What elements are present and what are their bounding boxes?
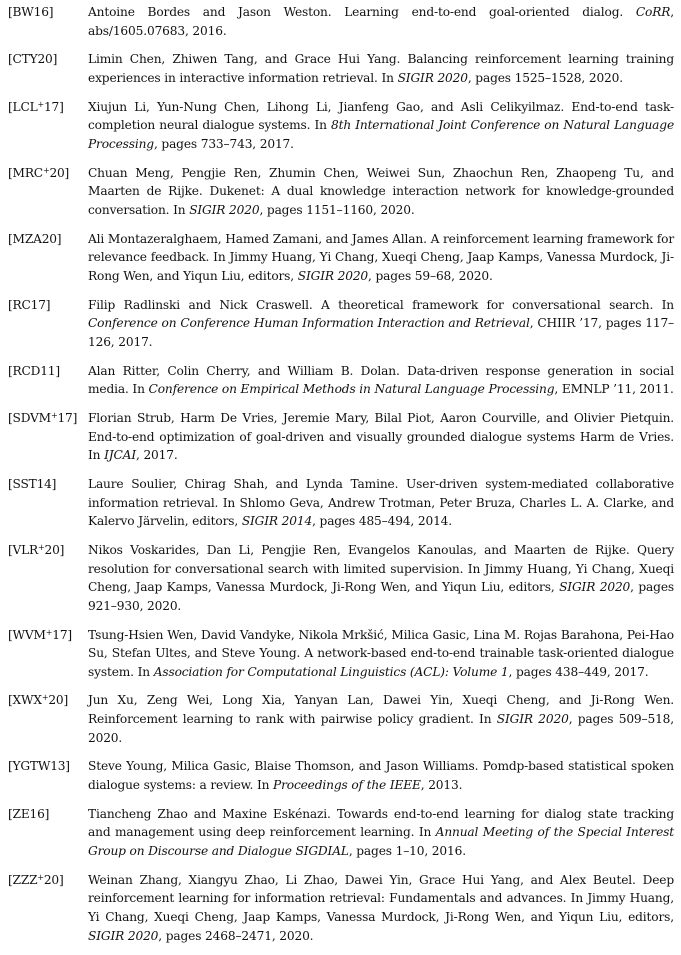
reference-key: [MZA20]	[8, 231, 62, 246]
reference-key: [YGTW13]	[8, 759, 70, 774]
reference-venue: Proceedings of the IEEE	[273, 778, 421, 793]
reference-segment: Weinan Zhang, Xiangyu Zhao, Li Zhao, Dawei Yin, Grace Hui Yang, and Alex Beutel. Deep reinforcement learning for information retrieval: Fundamentals and advances. In Jimmy Huang, Yi Chang, Xueqi Cheng, Jaap Kamps, Vanessa Murdock, Ji-Rong Wen, and Yiqun Liu, editors,	[88, 872, 674, 924]
reference-venue: SIGIR 2020	[397, 70, 468, 85]
reference-segment: , pages 438–449, 2017.	[508, 664, 649, 679]
reference-entry	[8, 691, 674, 747]
reference-segment: Alan Ritter, Colin Cherry, and William B. Dolan. Data-driven response generation in social media. In	[88, 363, 674, 397]
reference-venue: SIGIR 2020	[496, 712, 569, 727]
reference-key: [ZE16]	[8, 806, 50, 821]
reference-segment: Jun Xu, Zeng Wei, Long Xia, Yanyan Lan, Dawei Yin, Xueqi Cheng, and Ji-Rong Wen. Reinforcement learning to rank with pairwise policy gradient. In	[88, 693, 674, 727]
reference-key: [RCD11]	[8, 363, 60, 378]
reference-venue: SIGIR 2020	[559, 580, 631, 595]
reference-entry	[8, 805, 674, 861]
reference-segment: , 2013.	[420, 778, 463, 793]
reference-text	[88, 362, 674, 399]
reference-text	[88, 626, 674, 682]
reference-text	[88, 475, 674, 531]
reference-segment: , 2017.	[136, 448, 178, 463]
reference-segment: , pages 921–930, 2020.	[88, 580, 674, 613]
reference-segment: Xiujun Li, Yun-Nung Chen, Lihong Li, Jianfeng Gao, and Asli Celikyilmaz. End-to-end task-completion neural dialogue systems. In	[88, 99, 674, 133]
reference-entry	[8, 626, 674, 682]
reference-text	[88, 98, 674, 154]
reference-entry	[8, 757, 674, 794]
reference-entry	[8, 475, 674, 531]
reference-segment: Steve Young, Milica Gasic, Blaise Thomson, and Jason Williams. Pomdp-based statistical spoken dialogue systems: a review. In	[88, 759, 674, 793]
reference-list	[8, 3, 674, 955]
reference-key: [BW16]	[8, 5, 54, 19]
reference-entry	[8, 296, 674, 352]
reference-venue: 8th International Joint Conference on Natural Language Processing	[88, 118, 675, 151]
reference-segment: Chuan Meng, Pengjie Ren, Zhumin Chen, Weiwei Sun, Zhaochun Ren, Zhaopeng Tu, and Maarten de Rijke. Dukenet: A dual knowledge interaction network for knowledge-grounded conversation. In	[88, 165, 674, 217]
reference-key: [SST14]	[8, 476, 57, 491]
reference-key: [WVM+17]	[8, 627, 72, 642]
reference-segment: , pages 485–494, 2014.	[312, 514, 453, 529]
reference-segment: , pages 1–10, 2016.	[348, 844, 466, 858]
reference-entry	[8, 50, 674, 87]
reference-entry	[8, 541, 674, 615]
reference-entry	[8, 3, 674, 40]
reference-segment: , pages 59–68, 2020.	[368, 268, 493, 283]
reference-segment: Florian Strub, Harm De Vries, Jeremie Mary, Bilal Piot, Aaron Courville, and Olivier Pietquin. End-to-end optimization of goal-driven and visually grounded dialogue systems Harm de Vries. In	[88, 411, 674, 463]
reference-key: [CTY20]	[8, 52, 58, 67]
reference-segment: , abs/1605.07683, 2016.	[88, 5, 674, 38]
reference-venue: SIGIR 2014	[241, 514, 313, 529]
reference-text	[88, 230, 674, 286]
reference-venue: SIGIR 2020	[189, 202, 260, 217]
reference-venue: SIGIR 2020	[88, 928, 159, 943]
reference-venue: IJCAI	[104, 448, 136, 463]
reference-key: [LCL+17]	[8, 99, 64, 114]
reference-segment: , CHIIR ’17, pages 117–126, 2017.	[88, 316, 674, 349]
reference-entry	[8, 409, 674, 465]
reference-text	[88, 541, 674, 615]
reference-entry	[8, 362, 674, 399]
reference-key: [ZZZ+20]	[8, 872, 64, 887]
reference-segment: , pages 1151–1160, 2020.	[259, 202, 415, 217]
reference-text	[88, 50, 674, 87]
reference-segment: , pages 733–743, 2017.	[153, 136, 294, 151]
reference-segment: Limin Chen, Zhiwen Tang, and Grace Hui Yang. Balancing reinforcement learning training experiences in interactive information retrieval. In	[88, 52, 674, 85]
reference-text	[88, 409, 674, 465]
reference-text	[88, 805, 674, 861]
reference-segment: , EMNLP ’11, 2011.	[554, 382, 674, 397]
reference-entry	[8, 230, 674, 286]
reference-key: [MRC+20]	[8, 165, 70, 180]
reference-segment: Tiancheng Zhao and Maxine Eskénazi. Towards end-to-end learning for dialog state tracking and management using deep reinforcement learning. In	[88, 806, 674, 840]
reference-segment: Tsung-Hsien Wen, David Vandyke, Nikola Mrkšić, Milica Gasic, Lina M. Rojas Barahona, Pei-Hao Su, Stefan Ultes, and Steve Young. A network-based end-to-end trainable task-oriented dialogue system. In	[88, 627, 674, 679]
reference-text	[88, 691, 674, 747]
reference-segment: Ali Montazeralghaem, Hamed Zamani, and James Allan. A reinforcement learning framework for relevance feedback. In Jimmy Huang, Yi Chang, Xueqi Cheng, Jaap Kamps, Vanessa Murdock, Ji-Rong Wen, and Yiqun Liu, editors,	[88, 231, 674, 283]
reference-entry	[8, 164, 674, 220]
reference-key: [SDVM+17]	[8, 411, 78, 425]
reference-segment: Laure Soulier, Chirag Shah, and Lynda Tamine. User-driven system-mediated collaborative information retrieval. In Shlomo Geva, Andrew Trotman, Peter Bruza, Charles L. A. Clarke, and Kalervo Järvelin, editors,	[88, 476, 674, 529]
reference-segment: , pages 2468–2471, 2020.	[158, 928, 314, 943]
reference-segment: Antoine Bordes and Jason Weston. Learning end-to-end goal-oriented dialog.	[88, 5, 636, 19]
reference-key: [RC17]	[8, 297, 51, 312]
reference-text	[88, 296, 674, 352]
reference-segment: Nikos Voskarides, Dan Li, Pengjie Ren, Evangelos Kanoulas, and Maarten de Rijke. Query resolution for conversational search with limited supervision. In Jimmy Huang, Yi Chang, Xueqi Cheng, Jaap Kamps, Vanessa Murdock, Ji-Rong Wen, and Yiqun Liu, editors,	[88, 542, 674, 595]
reference-venue: Association for Computational Linguistics (ACL): Volume 1	[153, 664, 509, 679]
reference-venue: SIGIR 2020	[297, 268, 369, 283]
reference-text	[88, 164, 674, 220]
reference-venue: Conference on Conference Human Information Interaction and Retrieval	[88, 316, 530, 331]
reference-venue: Annual Meeting of the Special Interest Group on Discourse and Dialogue SIGDIAL	[88, 825, 674, 858]
reference-segment: , pages 1525–1528, 2020.	[467, 70, 623, 85]
reference-text	[88, 3, 674, 40]
reference-segment: , pages 509–518, 2020.	[88, 712, 675, 745]
reference-venue: CoRR	[635, 5, 671, 19]
reference-entry	[8, 871, 674, 945]
reference-key: [XWX+20]	[8, 693, 69, 708]
reference-text	[88, 871, 674, 945]
reference-entry	[8, 98, 674, 154]
reference-text	[88, 757, 674, 794]
reference-key: [VLR+20]	[8, 542, 65, 557]
reference-segment: Filip Radlinski and Nick Craswell. A theoretical framework for conversational search. In	[88, 297, 674, 312]
reference-venue: Conference on Empirical Methods in Natural Language Processing	[148, 382, 555, 397]
